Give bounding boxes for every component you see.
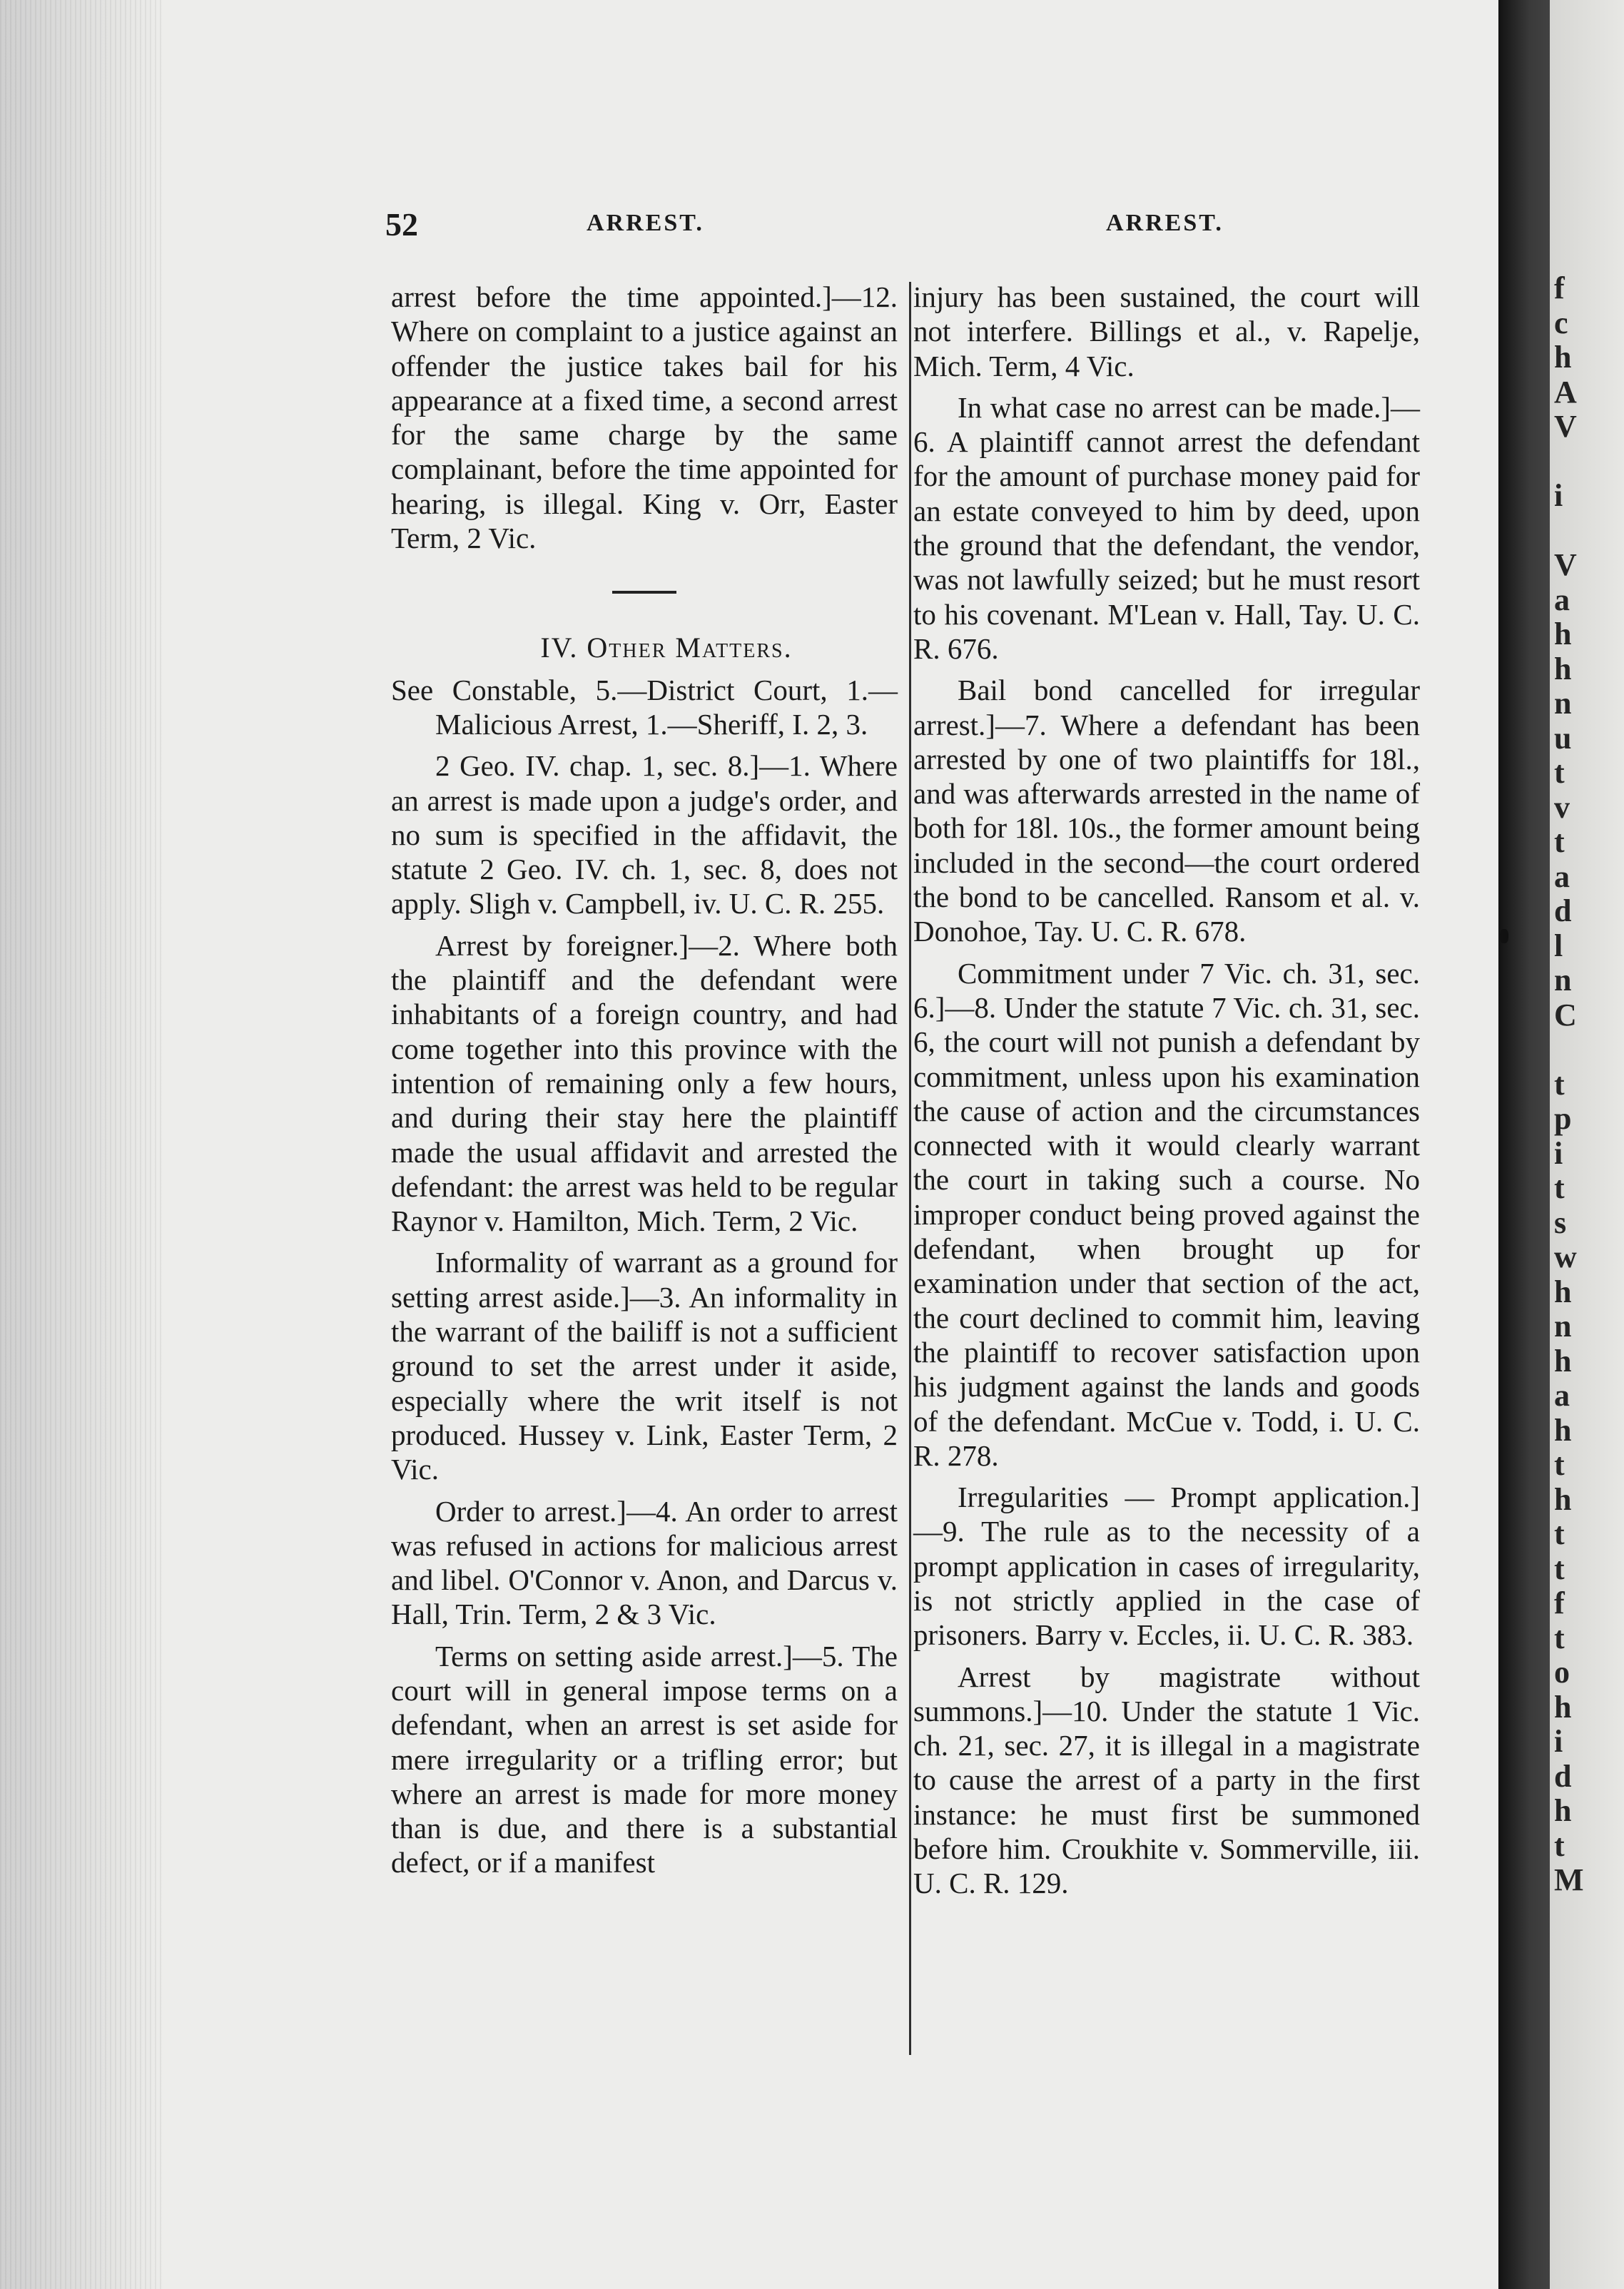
digest-entry: Bail bond cancelled for irregular arrest.]—7. Where a defendant has been arrested by one of two plaintiffs for 18l., and was afterwards arrested in the name of both for 18l. 10s., the former amount being included in the second—the court ordered the bond to be cancelled. Ransom et al. v. Donohoe, Tay. U. C. R. 678. <box>913 674 1420 948</box>
continued-entry: injury has been sustained, the court will not interfere. Billings et al., v. Rapelje, Mich. Term, 4 Vic. <box>913 280 1420 382</box>
continued-entry: arrest before the time appointed.]—12. Where on complaint to a justice against an offender the justice takes bail for his appearance at a fixed time, a second arrest for the same charge by the same complainant, before the time appointed for hearing, is illegal. King v. Orr, Easter Term, 2 Vic. <box>391 280 898 555</box>
column-rule <box>909 282 911 2055</box>
running-head-left: ARREST. <box>587 210 704 236</box>
ink-spot <box>1500 929 1508 943</box>
facing-page-fragments: f c h A V i V a h h n u t v t a d l n C t p i t s w h n h a h t h t t f t o h i d h t M <box>1554 271 1584 1897</box>
digest-entry: Order to arrest.]—4. An order to arrest was refused in actions for malicious arrest and libel. O'Connor v. Anon, and Darcus v. Hall, Trin. Term, 2 & 3 Vic. <box>391 1494 898 1631</box>
digest-entry: In what case no arrest can be made.]—6. A plaintiff cannot arrest the defendant for the amount of purchase money paid for an estate conveyed to him by deed, upon the ground that the defendant, the vendor, was not lawfully seized; but he must resort to his covenant. M'Lean v. Hall, Tay. U. C. R. 676. <box>913 390 1420 665</box>
digest-entry: Arrest by foreigner.]—2. Where both the plaintiff and the defendant were inhabitants of a foreign country, and had come together into this province with the intention of remaining only a few hours, and during their stay here the plaintiff made the usual affidavit and arrested the defendant: the arrest was held to be regular Raynor v. Hamilton, Mich. Term, 2 Vic. <box>391 928 898 1238</box>
running-head-right: ARREST. <box>1106 210 1224 236</box>
page-header <box>385 205 1436 248</box>
digest-entry: Informality of warrant as a ground for setting arrest aside.]—3. An informality in the warrant of the bailiff is not a sufficient ground to set the arrest under it aside, especially where the writ itself is not produced. Hussey v. Link, Easter Term, 2 Vic. <box>391 1246 898 1486</box>
digest-entry: Arrest by magistrate without summons.]—10. Under the statute 1 Vic. ch. 21, sec. 27, it is illegal in a magistrate to cause the arrest of a party in the first instance: he must first be summoned before him. Croukhite v. Sommerville, iii. U. C. R. 129. <box>913 1660 1420 1900</box>
see-also-reference: See Constable, 5.—District Court, 1.—Malicious Arrest, 1.—Sheriff, I. 2, 3. <box>391 673 898 741</box>
right-column <box>913 280 1420 1908</box>
page-gutter <box>0 0 164 2289</box>
section-heading: IV. Other Matters. <box>540 631 793 664</box>
left-column <box>391 280 898 1887</box>
section-divider <box>612 591 676 594</box>
digest-entry: Irregularities — Prompt application.]—9. The rule as to the necessity of a prompt application in cases of irregularity, is not strictly applied in the case of prisoners. Barry v. Eccles, ii. U. C. R. 383. <box>913 1481 1420 1652</box>
digest-entry: Terms on setting aside arrest.]—5. The court will in general impose terms on a defendant, when an arrest is set aside for mere irregularity or a trifling error; but where an arrest is made for more money than is due, and there is a substantial defect, or if a manifest <box>391 1639 898 1879</box>
page-number: 52 <box>385 206 418 243</box>
digest-entry: Commitment under 7 Vic. ch. 31, sec. 6.]—8. Under the statute 7 Vic. ch. 31, sec. 6, the court will not punish a defendant by commitment, unless upon his examination the cause of action and the circumstances connected with it would clearly warrant the court in taking such a course. No improper conduct being proved against the defendant, when brought up for examination under that section of the act, the court declined to commit him, leaving the plaintiff to recover satisfaction upon his judgment against the lands and goods of the defendant. McCue v. Todd, i. U. C. R. 278. <box>913 956 1420 1472</box>
digest-entry: 2 Geo. IV. chap. 1, sec. 8.]—1. Where an arrest is made upon a judge's order, and no sum is specified in the affidavit, the statute 2 Geo. IV. ch. 1, sec. 8, does not apply. Sligh v. Campbell, iv. U. C. R. 255. <box>391 749 898 920</box>
